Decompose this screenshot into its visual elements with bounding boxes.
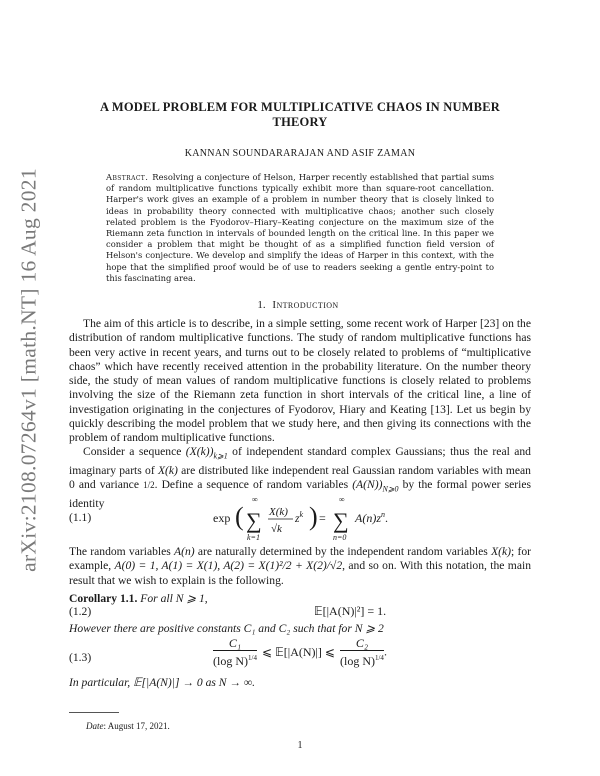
para2-b: of independent standard complex Gaussians; thus the real and imaginary parts of bbox=[69, 445, 531, 477]
para2-c: are distributed like independent real Gaussian random variables with mean 0 and variance bbox=[69, 463, 531, 491]
equation-1-2: 𝔼[|A(N)|²] = 1. bbox=[313, 604, 387, 618]
abstract-label: Abstract. bbox=[106, 172, 149, 182]
corollary-1-1 bbox=[69, 591, 531, 605]
eq-zk: $z^k$ bbox=[295, 510, 304, 525]
math-an-sub: N⩾0 bbox=[382, 484, 399, 494]
math-examples: A(0) = 1, A(1) = X(1), A(2) = X(1)²/2 + X(2)/√2 bbox=[114, 559, 343, 573]
abstract-text: Resolving a conjecture of Helson, Harper recently established that partial sums of random multiplicative functions typically exhibit more than square-root cancellation. Harper's work gives an example of a problem in number theory that is closely linked to ideas in probability theory connected with multiplicative chaos; another such closely related problem is the Fyodorov–Hiary–Keating conjecture on the maximum size of the Riemann zeta function in intervals of bounded length on the critical line. In this paper we consider a problem that might be thought of as a simplified function field version of Helson's conjecture. We develop and simplify the ideas of Harper in this context, with the hope that the simplified proof would be of use to readers seeking a gentle entry-point to this fascinating area. bbox=[106, 172, 494, 283]
abstract bbox=[106, 172, 494, 284]
eq-sum1-upper: ∞ bbox=[252, 495, 258, 504]
footnote-date bbox=[86, 721, 170, 731]
title-line-2: THEORY bbox=[272, 115, 328, 129]
eq-sum2-lower: n=0 bbox=[333, 533, 347, 542]
math-xk-seq: (X(k)) bbox=[185, 445, 214, 458]
paper-title bbox=[80, 100, 520, 130]
eq3-right-exp: 1/4 bbox=[374, 654, 384, 662]
eq-sum2-upper: ∞ bbox=[339, 495, 345, 504]
intro-paragraph-1 bbox=[69, 317, 531, 446]
math-xk-2: X(k) bbox=[491, 545, 512, 558]
para3-d: , and so on. With this notation, the main result that we wish to explain is the following. bbox=[69, 559, 531, 587]
footnote-rule bbox=[69, 712, 119, 713]
para3-a: The random variables bbox=[69, 545, 175, 558]
para2-d: . Define a sequence of random variables bbox=[154, 477, 353, 491]
eq3-left-exp: 1/4 bbox=[248, 654, 257, 662]
para3-c: ; for example, bbox=[69, 545, 532, 573]
math-an: A(n) bbox=[174, 545, 195, 558]
eq-rhs: $A(n)z^n$. bbox=[355, 510, 388, 525]
corollary-statement-1: For all N ⩾ 1, bbox=[140, 592, 208, 605]
eq3-left-num: C₁ bbox=[213, 636, 257, 651]
eq3-middle: ⩽ 𝔼[|A(N)|] ⩽ bbox=[262, 644, 335, 659]
equation-1-3-label: (1.3) bbox=[69, 651, 92, 664]
intro-paragraph-3 bbox=[69, 545, 531, 588]
eq-exp: exp bbox=[213, 511, 231, 525]
section-number: 1. bbox=[257, 299, 266, 311]
math-an-seq: (A(N)) bbox=[352, 477, 383, 491]
math-xk: X(k) bbox=[157, 463, 178, 477]
eq3-left-frac bbox=[213, 636, 257, 668]
corollary-statement-2: However there are positive constants C₁ and C₂ such that for N ⩾ 2 bbox=[69, 622, 384, 635]
title-line-1: A MODEL PROBLEM FOR MULTIPLICATIVE CHAOS IN NUMBER bbox=[100, 100, 500, 114]
eq-sum1-lower: k=1 bbox=[247, 533, 260, 542]
section-title: Introduction bbox=[272, 299, 339, 311]
arxiv-stamp-text: arXiv:2108.07264v1 [math.NT] 16 Aug 2021 bbox=[16, 168, 41, 572]
eq3-left-den: (log N) bbox=[213, 654, 249, 668]
corollary-label: Corollary 1.1. bbox=[69, 592, 138, 605]
eq3-right-frac bbox=[340, 636, 384, 668]
paragraph-1-text: The aim of this article is to describe, in a simple setting, some recent work of Harper [23] on the distribution of random multiplicative functions. The study of random multiplicative functions has been very active in recent years, and turns out to be closely related to problems of “multiplicative chaos” which have recently received attention in the probability literature. On the number theory side, the study of mean values of random multiplicative functions is closely related to problems involving the size of the Riemann zeta function in short intervals of the critical line, a line of investigation originating in the conjectures of Fyodorov, Hiary and Keating [13]. Let us begin by quickly describing the model problem that we study here, and then giving its connections with the problem of random multiplicative functions. bbox=[69, 317, 531, 445]
eq-paren-right: ) bbox=[309, 502, 318, 531]
eq-sum1-sigma: ∑ bbox=[246, 508, 262, 533]
arxiv-stamp bbox=[14, 160, 44, 580]
equation-1-1-label: (1.1) bbox=[69, 511, 92, 524]
equation-1-3: $\frac{\text{C₁}}{(\log N)^{1/4}}$ ⩽ 𝔼[|A(N)|] ⩽ $\frac{\text{C₂}}{(\log N)^{1/4}}$ . bbox=[213, 636, 387, 668]
eq3-right-den: (log N) bbox=[339, 654, 375, 668]
eq-paren-left: ( bbox=[235, 502, 244, 531]
equation-1-2-label: (1.2) bbox=[69, 605, 92, 618]
section-heading bbox=[80, 299, 520, 311]
para2-a: Consider a sequence bbox=[83, 445, 186, 458]
footnote-text: : August 17, 2021. bbox=[103, 721, 170, 731]
eq-frac-num: X(k) bbox=[269, 506, 288, 518]
eq-equals: = bbox=[319, 511, 326, 525]
math-xk-sub: k⩾1 bbox=[213, 451, 228, 461]
equation-1-1 bbox=[205, 490, 405, 546]
eq3-right-num: C₂ bbox=[340, 636, 384, 651]
authors: KANNAN SOUNDARARAJAN AND ASIF ZAMAN bbox=[184, 148, 416, 159]
math-half: 1/2 bbox=[143, 479, 155, 490]
para3-b: are naturally determined by the independent random variables bbox=[194, 545, 492, 558]
corollary-statement-3: In particular, 𝔼[|A(N)|] → 0 as N → ∞. bbox=[69, 676, 256, 689]
page-number: 1 bbox=[297, 740, 303, 751]
footnote-label: Date bbox=[86, 721, 104, 731]
eq-frac-den: √k bbox=[271, 523, 282, 535]
eq-sum2-sigma: ∑ bbox=[333, 508, 349, 533]
para2-e: by the formal power series identity bbox=[69, 477, 531, 510]
